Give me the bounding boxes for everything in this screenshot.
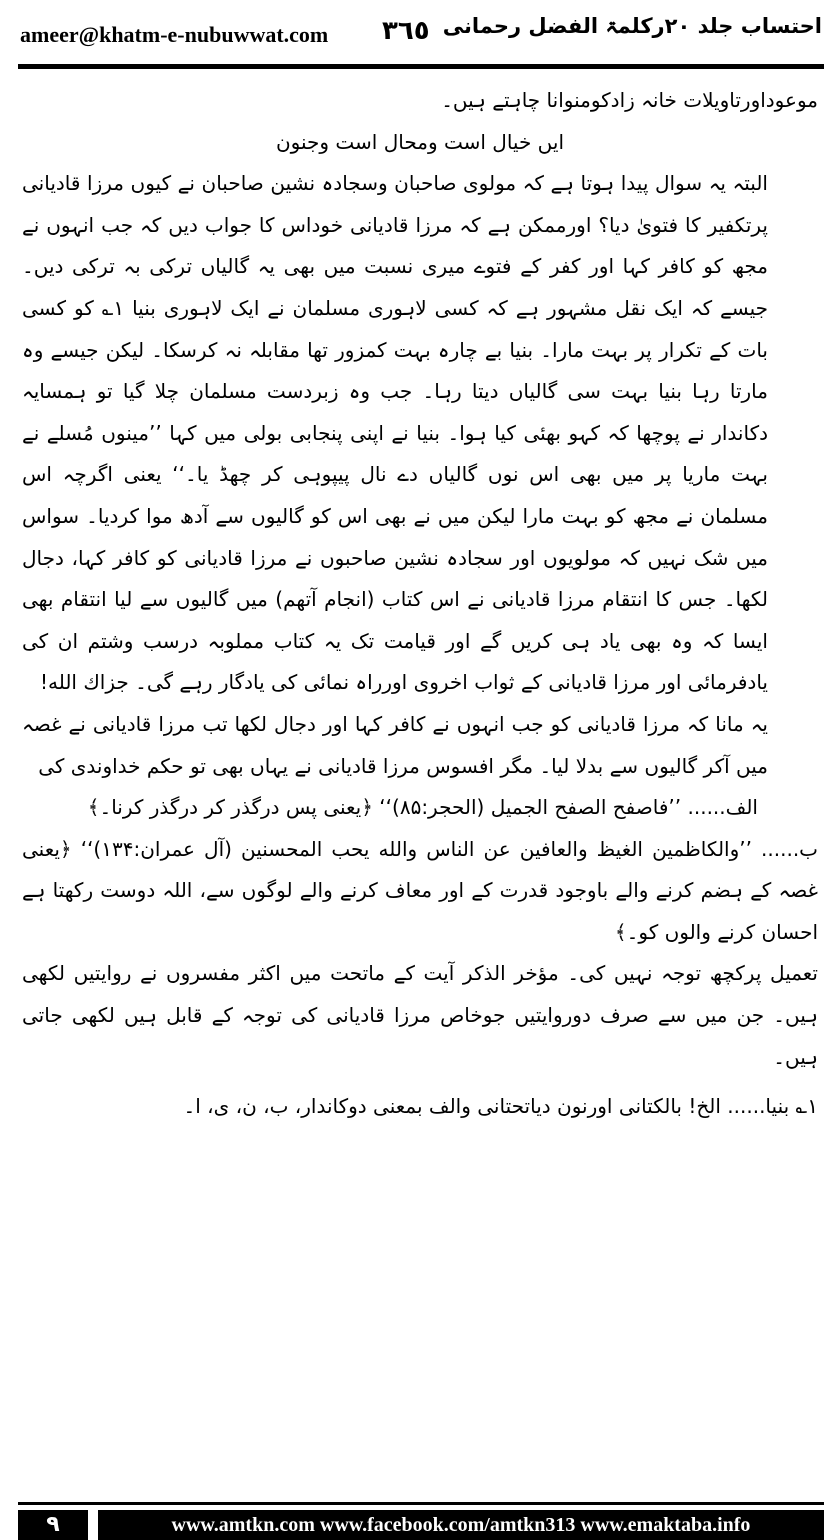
header-book-title: احتساب جلد ٢٠رکلمۃ الفضل رحمانی (442, 14, 822, 38)
footer-links[interactable]: www.amtkn.com www.facebook.com/amtkn313 www.emaktaba.info (98, 1510, 824, 1540)
paragraph-4: تعمیل پرکچھ توجہ نہیں کی۔ مؤخر الذکر آیت کے ماتحت میں اکثر مفسروں نے روایتیں لکھی ہیں۔ جن میں سے صرف دوروایتیں جوخاص مرزا قادیانی کی توجہ کے قابل ہیں لکھی جاتی ہیں۔ (22, 961, 818, 1069)
footer-rule (18, 1502, 824, 1505)
paragraph-2: البتہ یہ سوال پیدا ہوتا ہے کہ مولوی صاحبان وسجادہ نشین صاحبان نے کیوں مرزا قادیانی پرتکفیر کا فتویٰ دیا؟ اورممکن ہے کہ مرزا قادیانی خوداس کا جواب دیں کہ جب انہوں نے مجھ کو کافر کہا اور کفر کے فتوے میری نسبت میں بھی یہ گالیاں ترکی بہ ترکی دیں۔ جیسے کہ ایک نقل مشہور ہے کہ کسی لاہوری مسلمان نے ایک لاہوری بنیا ۱؎ کو کسی بات کے تکرار پر بہت مارا۔ بنیا بے چارہ بہت کمزور تھا مقابلہ نہ کرسکا۔ لیکن جیسے وہ مارتا رہا بنیا بہت سی گالیاں دیتا رہا۔ جب وہ زبردست مسلمان چلا گیا تو ہمسایہ دکاندار نے پوچھا کہ کہو بھئی کیا ہوا۔ بنیا نے اپنی پنجابی بولی میں کہا ’’مینوں مُسلے نے بہت ماریا پر میں بھی اس نوں گالیاں دے نال پیپوہی کر چھڈ یا۔‘‘ یعنی اگرچہ اس مسلمان نے مجھ کو بہت مارا لیکن میں نے بھی اس کو گالیوں سے آدھ موا کردیا۔ سواس میں شک نہیں کہ مولویوں اور سجادہ نشین صاحبوں نے مرزا قادیانی کو کافر کہا، دجال لکھا۔ جس کا انتقام مرزا قادیانی نے اس کتاب (انجام آتھم) میں گالیوں سے لیا انتقام بھی ایسا کہ وہ بھی یاد ہی کریں گے اور قیامت تک یہ کتاب مملوبہ درسب وشتم ان کی یادفرمائی اور مرزا قادیانی کے ثواب اخروی اورراہ نمائی کی یادگار رہے گی۔ جزاك الله! (22, 171, 768, 695)
page-header (0, 0, 840, 62)
footer-page-number: ٩ (18, 1510, 88, 1540)
persian-couplet: ایں خیال است ومحال است وجنون (275, 129, 565, 154)
page-footer (18, 1510, 824, 1540)
page-body (22, 80, 818, 1128)
header-email: ameer@khatm-e-nubuwwat.com (20, 22, 329, 47)
paragraph-1: موعوداورتاویلات خانہ زادکومنوانا چاہتے ہیں۔ (441, 88, 818, 112)
footnote: ۱؎ بنیا...... الخ! بالکتانی اورنون دیاتحتانی والف بمعنی دوکاندار، ب، ن، ی، ا۔ (183, 1094, 818, 1119)
verse-be: ب...... ’’والکاظمین الغیظ والعافین عن الناس والله یحب المحسنین (آل عمران:۱۳۴)‘‘ ﴿یعنی غصہ کے ہضم کرنے والے باوجود قدرت کے اور معاف کرنے والے لوگوں سے، اللہ دوست رکھتا ہے احسان کرنے والوں کو۔﴾ (22, 836, 819, 944)
header-page-number: ٣٦٥ (382, 16, 430, 46)
verse-alif: الف...... ’’فاصفح الصفح الجمیل (الحجر:۸۵)‘‘ ﴿یعنی پس درگذر کر درگذر کرنا۔﴾ (87, 795, 758, 820)
paragraph-3: یہ مانا کہ مرزا قادیانی کو جب انہوں نے کافر کہا اور دجال لکھا تب مرزا قادیانی نے غصہ میں آکر گالیوں سے بدلا لیا۔ مگر افسوس مرزا قادیانی نے یہاں بھی تو حکم خداوندی کی (22, 711, 768, 778)
header-rule (18, 64, 824, 69)
